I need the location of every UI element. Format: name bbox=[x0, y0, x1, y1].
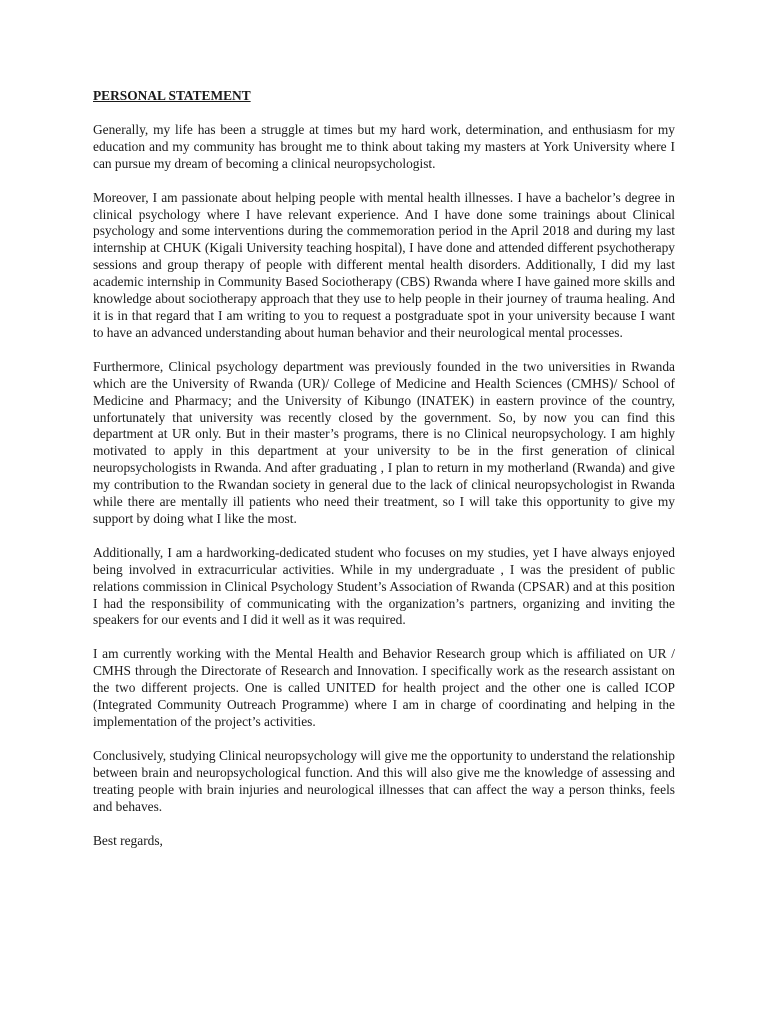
paragraph-department: Furthermore, Clinical psychology department was previously founded in the two universities in Rwanda which are the University of Rwanda (UR)/ College of Medicine and Health Sciences (CMHS)/ School of Medicine and Pharmacy; and the University of Kibungo (INATEK) in eastern province of the country, unfortunately that university was recently closed by the government. So, by now you can find this department at UR only. But in their master’s programs, there is no Clinical neuropsychology. I am highly motivated to apply in this department at your university to be in the first generation of clinical neuropsychologists in Rwanda. And after graduating , I plan to return in my motherland (Rwanda) and give my contribution to the Rwandan society in general due to the lack of clinical neuropsychologist in Rwanda while there are mentally ill patients who need their treatment, so I will take this opportunity to give my support by doing what I like the most. bbox=[93, 358, 675, 526]
closing-line: Best regards, bbox=[93, 832, 163, 848]
paragraph-conclusion: Conclusively, studying Clinical neuropsychology will give me the opportunity to understand the relationship between brain and neuropsychological function. And this will also give me the knowledge of assessing and treating people with brain injuries and neurological illnesses that can affect the way a person thinks, feels and behaves. bbox=[93, 747, 675, 814]
document-title: PERSONAL STATEMENT bbox=[93, 88, 251, 103]
paragraph-passion: Moreover, I am passionate about helping people with mental health illnesses. I have a bachelor’s degree in clinical psychology where I have relevant experience. And I have done some trainings about Clinical psychology and some interventions during the commemoration period in the April 2018 and during my last internship at CHUK (Kigali University teaching hospital), I have done and attended different psychotherapy sessions and group therapy of people with different mental health disorders. Additionally, I did my last academic internship in Community Based Sociotherapy (CBS) Rwanda where I have gained more skills and knowledge about sociotherapy approach that they use to help people in their journey of trauma healing. And it is in that regard that I am writing to you to request a postgraduate spot in your university because I want to have an advanced understanding about human behavior and their neurological mental processes. bbox=[93, 189, 675, 340]
paragraph-current-work: I am currently working with the Mental Health and Behavior Research group which is affiliated on UR / CMHS through the Directorate of Research and Innovation. I specifically work as the research assistant on the two different projects. One is called UNITED for health project and the other one is called ICOP (Integrated Community Outreach Programme) where I am in charge of coordinating and helping in the implementation of the project’s activities. bbox=[93, 646, 675, 729]
paragraph-extracurricular: Additionally, I am a hardworking-dedicated student who focuses on my studies, yet I have always enjoyed being involved in extracurricular activities. While in my undergraduate , I was the president of public relations commission in Clinical Psychology Student’s Association of Rwanda (CPSAR) and at this position I had the responsibility of communicating with the organization’s partners, organizing and inviting the speakers for our events and I did it well as it was required. bbox=[93, 544, 675, 628]
document-page bbox=[93, 88, 675, 849]
paragraph-intro: Generally, my life has been a struggle at times but my hard work, determination, and enthusiasm for my education and my community has brought me to think about taking my masters at York University where I can pursue my dream of becoming a clinical neuropsychologist. bbox=[93, 121, 675, 171]
